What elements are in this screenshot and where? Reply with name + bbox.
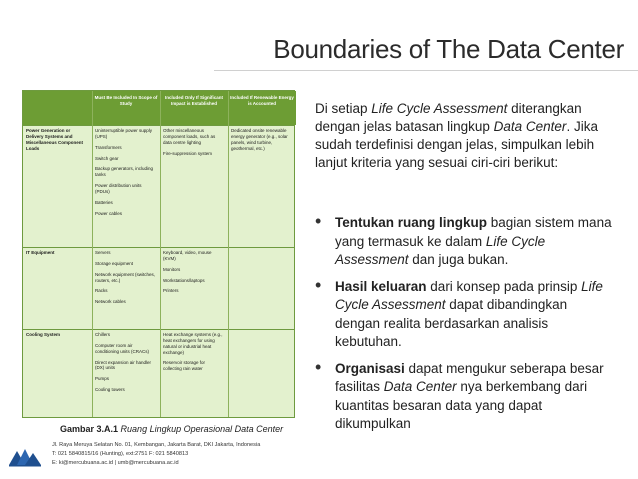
title-divider [214,70,638,71]
list-item: Workstations/laptops [163,277,205,283]
bullet-dot-icon: • [315,356,322,377]
bullet-item [315,356,615,434]
intro-paragraph [315,100,605,172]
intro-text: Di setiap [315,101,372,116]
intro-text: diterangkan dengan jelas batasan lingkup [315,101,582,134]
bullet-text: dapat mengukur seberapa besar fasilitas [335,360,604,394]
bullet-heading: Organisasi [335,360,405,376]
list-item: Direct expansion air handler (DX) units [95,359,152,371]
list-item: Reservoir storage for collecting rain water [163,360,206,372]
table-rule [92,91,93,417]
table-header-renewable: Included If Renewable Energy is Accounted [228,91,296,125]
list-item: Chillers [95,332,111,337]
row-it-significant [160,247,228,329]
row-it-renewable [228,247,296,329]
slide-title: Boundaries of The Data Center [273,34,624,64]
figure-caption [60,424,283,434]
bullet-text: Life Cycle Assessment [335,233,546,267]
table-rule [23,247,294,248]
intro-text: Life Cycle Assessment [371,101,508,116]
list-item: Heat exchange systems (e.g., heat exchangers for using natural or industrial heat exchange) [163,332,223,355]
list-item: Network cables [95,299,126,305]
list-item: Printers [163,288,179,294]
list-item: Power cables [95,210,123,216]
intro-text: . Jika sudah terdefinisi dengan jelas, simpulkan lebih lanjut kriteria yang sesuai ciri-ciri berikut: [315,119,598,170]
row-cooling-significant [160,329,228,419]
caption-text: Ruang Lingkup Operasional Data Center [120,424,284,434]
list-item: Computer room air conditioning units (CRACs) [95,342,150,354]
row-label-cooling: Cooling System [26,332,61,337]
footer-contact [52,441,260,468]
bullet-text: dapat dibandingkan dengan realita berdasarkan analisis kebutuhan. [335,297,568,349]
row-it-must [92,247,160,329]
footer-address: Jl. Raya Meruya Selatan No. 01, Kembangan, Jakarta Barat, DKI Jakarta, Indonesia [52,442,261,448]
list-item: Storage equipment [95,260,134,266]
bullet-item [315,211,615,270]
bullet-heading: Hasil keluaran [335,278,427,294]
university-logo-icon [7,445,43,467]
list-item: Transformers [95,144,122,150]
bullet-dot-icon: • [315,211,322,231]
list-item: Uninterruptible power supply (UPS) [95,128,153,139]
bullet-text: dari konsep pada prinsip [426,278,582,294]
row-power-must [92,125,160,247]
bullet-item [315,274,615,352]
footer-phone: T: 021 5840815/16 (Hunting), ext:2751 F: 021 5840813 [52,451,189,457]
list-item: Racks [95,288,108,294]
table-header-corner [23,91,92,125]
row-label-power: Power Generation or Delivery Systems and Miscellaneous Component Loads [26,128,84,151]
data-center-boundaries-table [22,90,295,418]
list-item: Switch gear [95,155,119,161]
table-rule [228,91,229,417]
caption-label: Gambar 3.A.1 [60,424,119,434]
list-item: Fire-suppression system [163,150,213,156]
list-item: Backup generators, including tanks [95,166,154,178]
list-item: Batteries [95,199,113,205]
row-cooling-must [92,329,160,419]
table-rule [23,125,294,126]
bullet-text: Data Center [383,379,457,394]
table-rule [23,329,294,330]
list-item: Cooling towers [95,387,125,393]
table-header-must: Must Be Included In Scope of Study [92,91,160,125]
list-item: Power distribution units (PDUs) [95,183,142,194]
bullet-heading: Tentukan ruang lingkup [335,215,488,230]
bullet-list [315,211,615,442]
bullet-text: nya berkembang dari kuantitas besaran data yang dapat dikumpulkan [335,379,588,431]
list-item: Servers [95,250,111,255]
table-header-significant: Included Only If Significant Impact is Established [160,91,228,125]
row-label-it: IT Equipment [26,250,55,255]
list-item: Other miscellaneous component loads, such as data centre lighting [163,128,216,145]
bullet-dot-icon: • [315,274,322,295]
row-power-significant [160,125,228,247]
bullet-text: bagian sistem mana yang termasuk ke dalam [335,215,612,249]
list-item: Pumps [95,376,110,382]
list-item: Dedicated onsite renewable energy generator (e.g., solar panels, wind turbine, geothermal, etc.) [231,128,288,151]
row-cooling-renewable [228,329,296,419]
bullet-text: Life Cycle Assessment [335,278,603,312]
footer-email: E: ki@mercubuana.ac.id | umb@mercubuana.ac.id [52,460,179,466]
intro-text: Data Center [493,119,567,134]
bullet-text: dan juga bukan. [408,252,509,267]
table-rule [160,91,161,417]
list-item: Keyboard, video, mouse (KVM) [163,250,212,261]
list-item: Network equipment (switches, routers, etc.) [95,271,156,283]
row-power-renewable [228,125,296,247]
list-item: Monitors [163,266,181,272]
